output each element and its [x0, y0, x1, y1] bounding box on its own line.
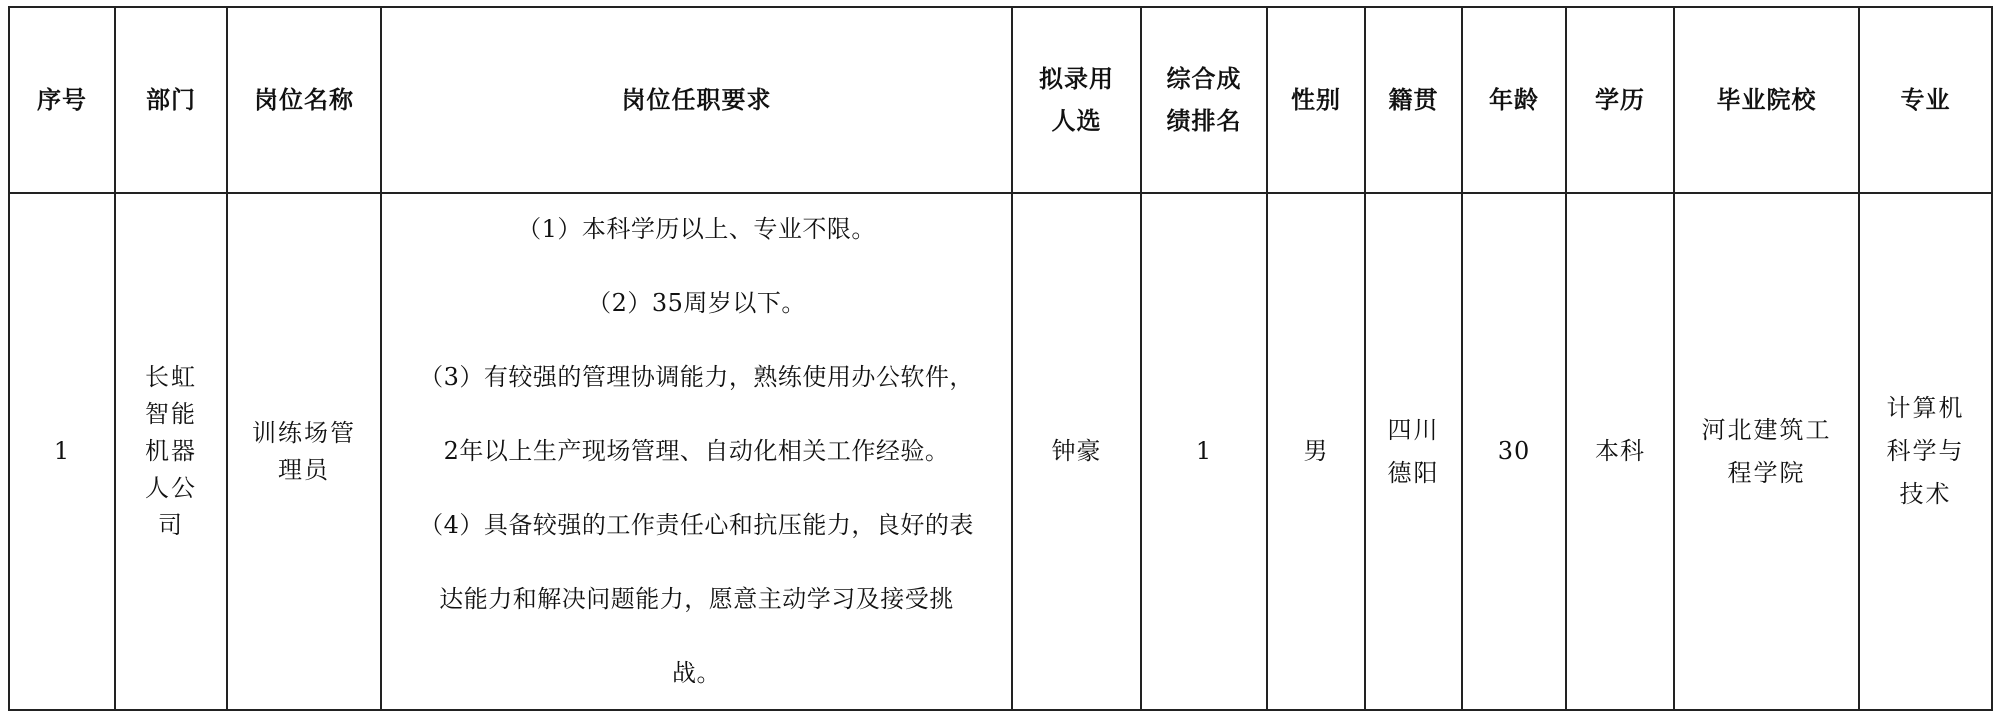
requirement-line: 达能力和解决问题能力，愿意主动学习及接受挑 — [439, 585, 954, 613]
cell-serial: 1 — [9, 193, 115, 710]
header-school: 毕业院校 — [1674, 7, 1859, 193]
cell-position: 训练场管理员 — [227, 193, 381, 710]
requirement-line: （4）具备较强的工作责任心和抗压能力，良好的表 — [419, 511, 974, 539]
header-rank: 综合成 绩排名 — [1141, 7, 1267, 193]
header-serial: 序号 — [9, 7, 115, 193]
header-candidate: 拟录用 人选 — [1012, 7, 1141, 193]
requirement-line: 战。 — [672, 659, 721, 687]
cell-rank: 1 — [1141, 193, 1267, 710]
header-gender: 性别 — [1267, 7, 1365, 193]
cell-major: 计算机科学与技术 — [1859, 193, 1992, 710]
header-education: 学历 — [1566, 7, 1674, 193]
cell-department: 长虹智能机器人公司 — [115, 193, 227, 710]
table-header-row — [9, 7, 1992, 193]
header-age: 年龄 — [1462, 7, 1566, 193]
cell-age: 30 — [1462, 193, 1566, 710]
cell-requirements — [381, 193, 1012, 710]
header-requirements: 岗位任职要求 — [381, 7, 1012, 193]
cell-gender: 男 — [1267, 193, 1365, 710]
requirement-line: （2）35周岁以下。 — [587, 289, 806, 317]
requirement-line: 2年以上生产现场管理、自动化相关工作经验。 — [443, 437, 950, 465]
cell-candidate: 钟豪 — [1012, 193, 1141, 710]
header-position: 岗位名称 — [227, 7, 381, 193]
cell-origin: 四川德阳 — [1365, 193, 1462, 710]
table-row — [9, 193, 1992, 710]
recruitment-table — [8, 6, 1993, 711]
requirement-line: （1）本科学历以上、专业不限。 — [517, 215, 876, 243]
cell-school: 河北建筑工程学院 — [1674, 193, 1859, 710]
header-department: 部门 — [115, 7, 227, 193]
header-major: 专业 — [1859, 7, 1992, 193]
cell-education: 本科 — [1566, 193, 1674, 710]
header-origin: 籍贯 — [1365, 7, 1462, 193]
requirement-line: （3）有较强的管理协调能力，熟练使用办公软件， — [419, 363, 974, 391]
